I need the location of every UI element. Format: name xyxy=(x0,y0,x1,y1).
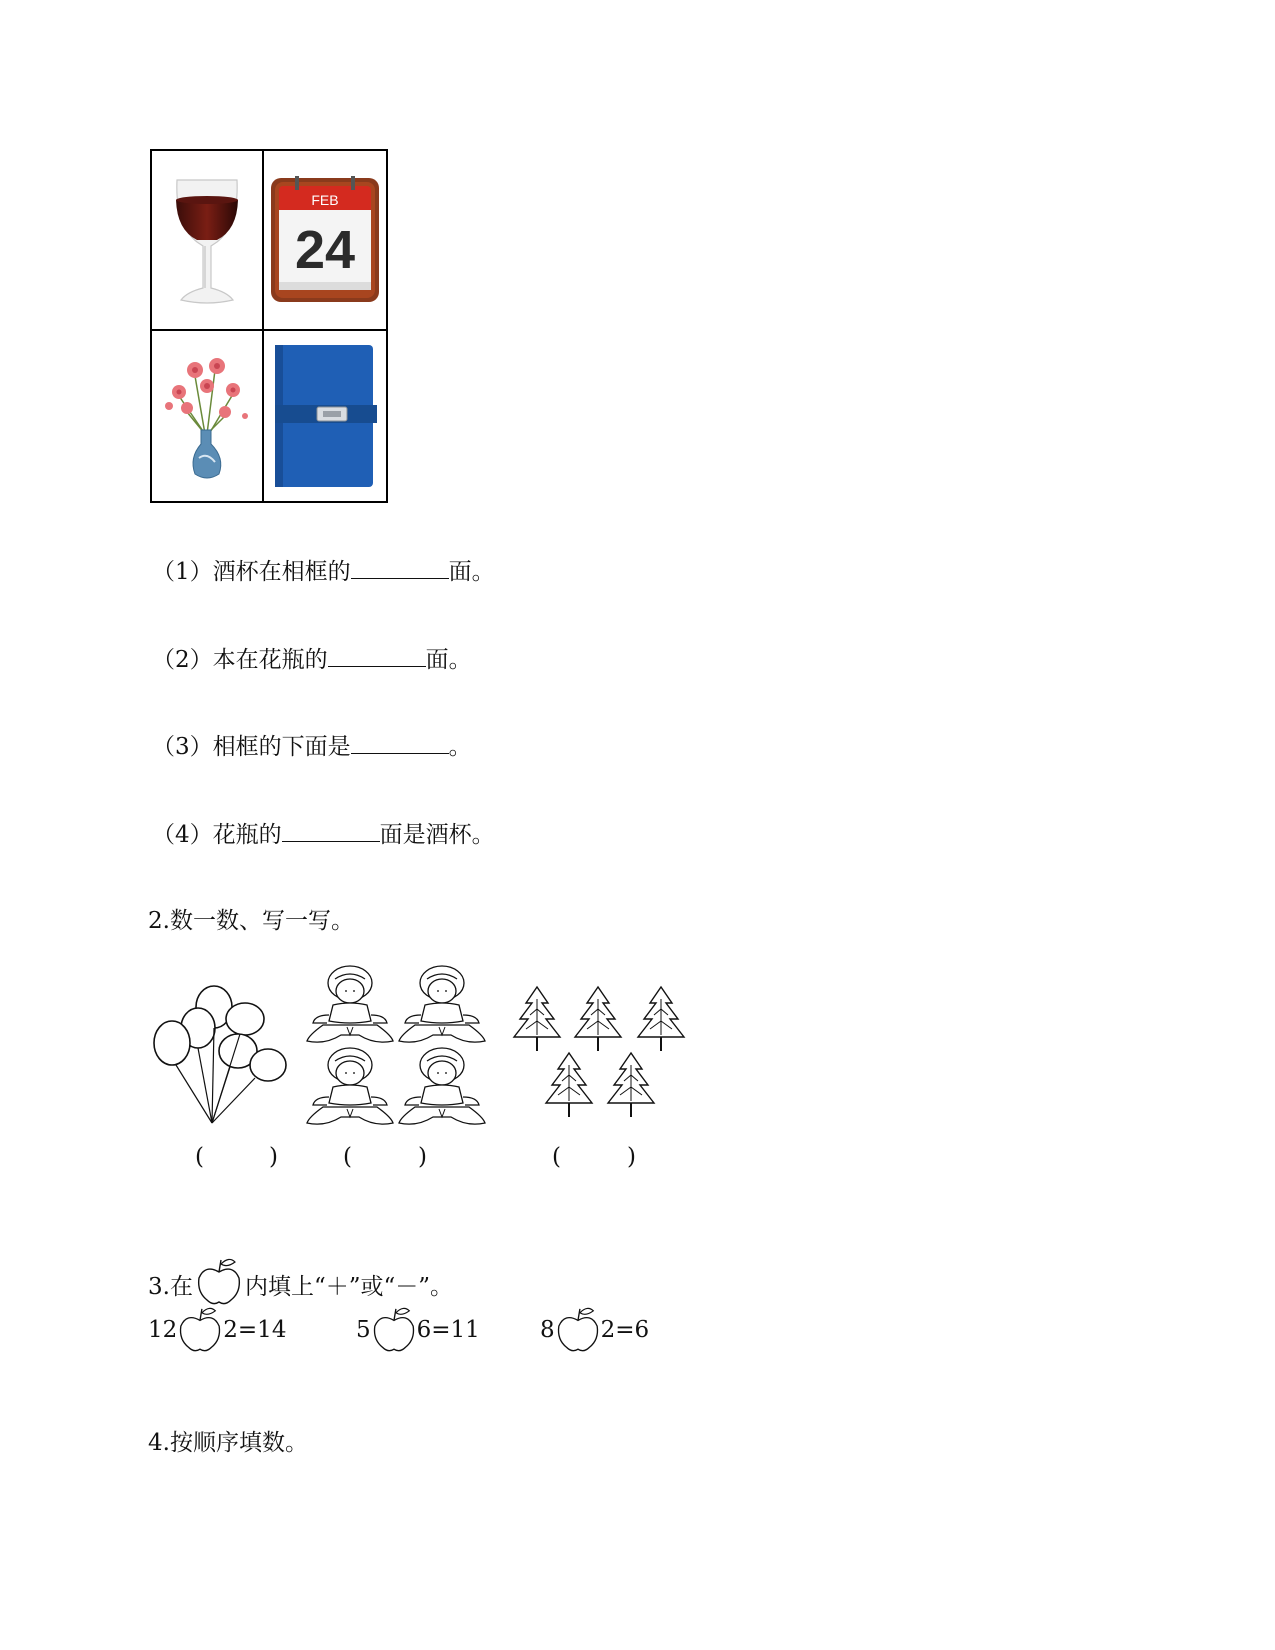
item-text: （4）花瓶的 xyxy=(152,822,282,848)
item-text: （2）本在花瓶的 xyxy=(152,647,328,673)
equation-left: 8 xyxy=(540,1317,555,1343)
item-text: 面。 xyxy=(448,559,495,585)
item-text: 面。 xyxy=(425,647,472,673)
notebook-image xyxy=(264,331,386,501)
trees-drawing xyxy=(510,985,700,1125)
answer-paren-close: ) xyxy=(269,1144,278,1170)
answer-blank[interactable] xyxy=(351,731,449,754)
apple-blank-icon[interactable] xyxy=(177,1305,223,1355)
answer-blank[interactable] xyxy=(328,644,426,667)
answer-paren-close: ) xyxy=(627,1144,636,1170)
equation-1 xyxy=(148,1305,286,1355)
item-text: 面是酒杯。 xyxy=(379,822,495,848)
item-text: 。 xyxy=(448,734,472,760)
q3-title xyxy=(148,1256,453,1302)
answer-paren-open: ( xyxy=(552,1144,561,1170)
answer-field-trees[interactable] xyxy=(567,1144,622,1174)
equation-left: 12 xyxy=(148,1317,178,1343)
dolls-drawing xyxy=(305,965,495,1130)
q3-title-text: 内填上“＋”或“－”。 xyxy=(244,1274,453,1300)
answer-paren-open: ( xyxy=(195,1144,204,1170)
equation-3 xyxy=(540,1305,649,1355)
balloons-drawing xyxy=(150,985,290,1130)
calendar-day: 24 xyxy=(294,220,356,280)
answer-paren-close: ) xyxy=(418,1144,427,1170)
calendar-month: FEB xyxy=(311,192,339,208)
wine-glass-image xyxy=(152,151,262,329)
equation-left: 5 xyxy=(356,1317,371,1343)
q1-item-4 xyxy=(152,819,495,850)
apple-blank-icon[interactable] xyxy=(555,1305,601,1355)
answer-blank[interactable] xyxy=(351,556,449,579)
equation-right: 2=14 xyxy=(223,1317,287,1343)
item-text: （3）相框的下面是 xyxy=(152,734,351,760)
q1-item-1 xyxy=(152,556,495,587)
q1-item-2 xyxy=(152,644,472,675)
apple-icon xyxy=(195,1256,243,1308)
equation-2 xyxy=(356,1305,480,1355)
q1-item-3 xyxy=(152,731,472,762)
answer-paren-open: ( xyxy=(343,1144,352,1170)
answer-field-dolls[interactable] xyxy=(358,1144,413,1174)
answer-blank[interactable] xyxy=(282,819,380,842)
flower-vase-image xyxy=(152,331,262,501)
equation-right: 2=6 xyxy=(600,1317,650,1343)
calendar-image xyxy=(264,151,386,329)
apple-blank-icon[interactable] xyxy=(371,1305,417,1355)
picture-grid xyxy=(150,149,388,503)
q4-title: 4.按顺序填数。 xyxy=(148,1430,308,1456)
q3-title-text: 3.在 xyxy=(148,1274,193,1300)
equation-right: 6=11 xyxy=(416,1317,480,1343)
item-text: （1）酒杯在相框的 xyxy=(152,559,351,585)
answer-field-balloons[interactable] xyxy=(210,1144,265,1174)
q2-title: 2.数一数、写一写。 xyxy=(148,908,354,934)
